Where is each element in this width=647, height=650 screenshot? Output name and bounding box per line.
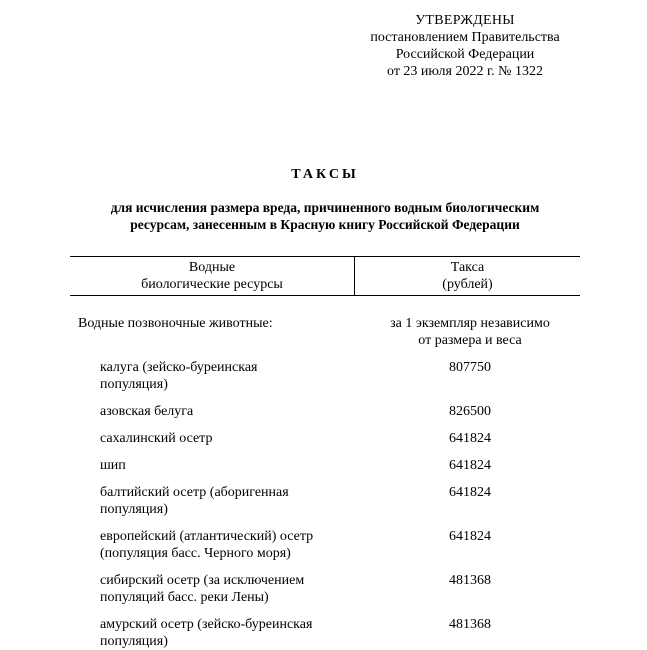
table-row xyxy=(70,457,580,474)
species-name-line-2: популяция) xyxy=(100,634,168,649)
tariff-value: 641824 xyxy=(449,431,491,446)
species-name xyxy=(70,484,360,518)
approval-line-1: постановлением Правительства xyxy=(370,30,560,45)
approval-line-2: Российской Федерации xyxy=(395,47,535,62)
species-name-line-1: амурский осетр (зейско-буреинская xyxy=(100,617,313,632)
species-name-line-2: популяция) xyxy=(100,377,168,392)
table-row xyxy=(70,528,580,562)
section-note xyxy=(360,315,580,349)
header-resources xyxy=(70,257,355,295)
species-name-line-2: (популяция басс. Черного моря) xyxy=(100,546,291,561)
species-name-line-2: популяция) xyxy=(100,502,168,517)
tariff-value: 481368 xyxy=(449,573,491,588)
tariff-value: 807750 xyxy=(449,360,491,375)
header-tariff xyxy=(355,257,580,295)
approval-stamp xyxy=(330,12,600,80)
table-row xyxy=(70,403,580,420)
tariff-value: 641824 xyxy=(449,485,491,500)
species-name-line-1: сахалинский осетр xyxy=(100,431,213,446)
approval-line-3: от 23 июля 2022 г. № 1322 xyxy=(387,64,543,79)
species-name-line-1: балтийский осетр (аборигенная xyxy=(100,485,289,500)
section-note-line-1: за 1 экземпляр независимо xyxy=(390,316,550,331)
table-row xyxy=(70,572,580,606)
header-resources-line-1: Водные xyxy=(188,260,236,275)
header-resources-line-2: биологические ресурсы xyxy=(141,277,283,292)
section-name: Водные позвоночные животные: xyxy=(78,316,273,331)
table-row xyxy=(70,359,580,393)
species-name xyxy=(70,359,360,393)
approval-heading: УТВЕРЖДЕНЫ xyxy=(415,13,515,28)
species-name-line-1: шип xyxy=(100,458,126,473)
species-name xyxy=(70,430,360,447)
document-title: ТАКСЫ xyxy=(291,167,359,182)
table-row xyxy=(70,616,580,650)
species-name-line-1: сибирский осетр (за исключением xyxy=(100,573,305,588)
tariff-value: 641824 xyxy=(449,458,491,473)
table-row xyxy=(70,430,580,447)
species-name-line-2: популяций басс. реки Лены) xyxy=(100,590,269,605)
species-name xyxy=(70,457,360,474)
document-title-block xyxy=(40,166,610,233)
document-subtitle-line-2: ресурсам, занесенным в Красную книгу Российской Федерации xyxy=(130,217,520,232)
tariff-value: 826500 xyxy=(449,404,491,419)
document-subtitle-line-1: для исчисления размера вреда, причиненного водным биологическим xyxy=(110,200,540,215)
species-name xyxy=(70,616,360,650)
tariff-value: 641824 xyxy=(449,529,491,544)
species-name-line-1: калуга (зейско-буреинская xyxy=(100,360,258,375)
species-name-line-1: азовская белуга xyxy=(100,404,194,419)
section-note-line-2: от размера и веса xyxy=(418,333,522,348)
tariff-table xyxy=(70,256,580,650)
header-tariff-line-2: (рублей) xyxy=(442,277,493,292)
header-tariff-line-1: Такса xyxy=(450,260,485,275)
species-name xyxy=(70,528,360,562)
table-row xyxy=(70,484,580,518)
section-row xyxy=(70,315,580,349)
tariff-value: 481368 xyxy=(449,617,491,632)
species-name xyxy=(70,403,360,420)
table-header xyxy=(70,256,580,296)
species-name-line-1: европейский (атлантический) осетр xyxy=(100,529,314,544)
species-name xyxy=(70,572,360,606)
